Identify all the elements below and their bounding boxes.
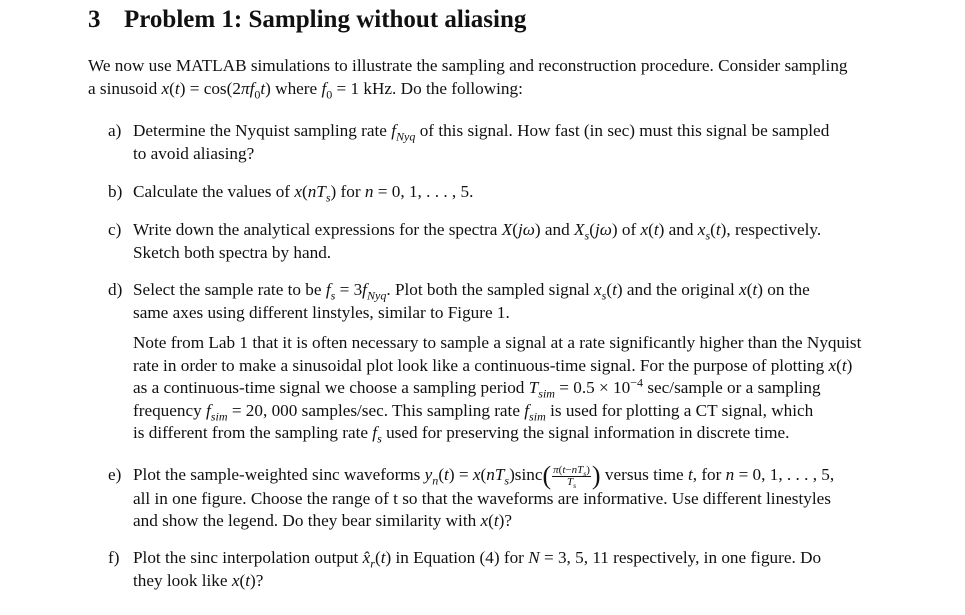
item-label: a) — [108, 121, 122, 140]
item-label: f) — [108, 548, 120, 567]
note-line: Note from Lab 1 that it is often necessary to sample a signal at a rate significantly higher than the Nyquist — [133, 333, 862, 352]
item-label: c) — [108, 220, 122, 239]
intro-line: a sinusoid $x(t) = \cos(2\pi f_0t)$ where $f_0 = 1$ kHz. Do the following: — [88, 78, 523, 101]
item-label: e) — [108, 465, 122, 484]
item-text: Select the sample rate to be $f_s = 3f_{Nyq}$. Plot both the sampled signal $x_s(t)$ and the original x(t) on the same axes using different linstyles, similar to Figure 1. — [133, 280, 810, 322]
item-text: Determine the Nyquist sampling rate $f_{Nyq}$ of this signal. How fast (in sec) must this signal be sampled to avoid aliasing? — [133, 121, 830, 163]
section-title: Problem 1: Sampling without aliasing — [124, 6, 527, 33]
item-label: d) — [108, 280, 123, 299]
intro-paragraph — [88, 55, 894, 100]
note-line: as a continuous-time signal we choose a sampling period $T_{sim} = 0.5 \times 10^{-4}$ sec/sample or a sampling — [133, 375, 821, 401]
item-text: Calculate the values of $x(nT_s)$ for n = 0, 1, . . . , 5. — [133, 182, 474, 205]
item-text: Plot the sample-weighted sinc waveforms $y_n(t) = x(nT_s)\sin c$( $\frac{\pi(t-nT_s)}{T_s}$ ) versus time t, for n = 0, 1, . . . , 5, all in one figure. Choose the range of t so that the waveforms are informative. Use different linestyles and show the legend. Do they bear similarity with x(t)? — [133, 461, 835, 531]
note-line: frequency $f_{sim} = 20$, 000 samples/sec. This sampling rate $f_{sim}$ is used for plotting a CT signal, which — [133, 400, 814, 423]
note-line: is different from the sampling rate $f_s$ used for preserving the signal information in discrete time. — [133, 423, 790, 446]
item-text: Write down the analytical expressions for the spectra X(jω) and $X_s(j\omega)$ of x(t) and $x_s(t)$, respectively. Sketch both spectra by hand. — [133, 220, 822, 262]
item-text: Plot the sinc interpolation output $x̂_r(t)$ in Equation (4) for N = 3, 5, 11 respectively, in one figure. Do they look like x(t)? — [133, 548, 822, 590]
section-heading — [88, 6, 526, 34]
intro-line: We now use MATLAB simulations to illustrate the sampling and reconstruction procedure. Consider sampling — [88, 56, 848, 75]
note-line: rate in order to make a sinusoidal plot look like a continuous-time signal. For the purpose of plotting x(t) — [133, 355, 853, 375]
item-label: b) — [108, 182, 123, 201]
section-number: 3 — [88, 6, 101, 33]
note-paragraph — [133, 332, 893, 445]
